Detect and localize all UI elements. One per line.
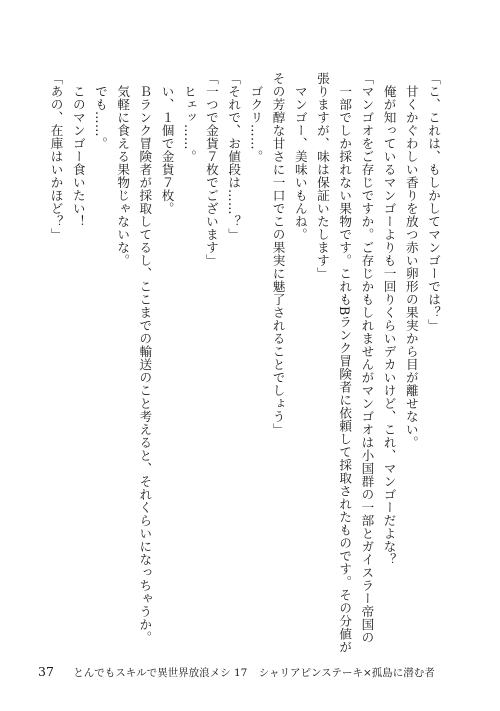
page-number: 37 xyxy=(38,664,54,679)
text-line: 俺が知っているマンゴーよりも一回りくらいデカいけど、これ、マンゴーだよな？ xyxy=(381,84,397,566)
text-line: 「こ、これは、もしかしてマンゴーでは？」 xyxy=(426,72,441,332)
text-line: 甘くかぐわしい香りを放つ赤い卵形の果実から目が離せない。 xyxy=(403,84,419,449)
text-line: その芳醇な甘さに一口でこの果実に魅了されることでしょう」 xyxy=(270,72,286,436)
text-line: 張りますが、味は保証いたします」 xyxy=(314,72,330,280)
page-footer xyxy=(38,664,435,680)
text-line: 気軽に食える果物じゃないな。 xyxy=(115,84,131,267)
book-title: とんでもスキルで異世界放浪メシ 17 xyxy=(73,667,248,679)
text-line: ゴクリ……。 xyxy=(248,84,264,163)
text-line: 「あの、在庫はいかほど？」 xyxy=(48,72,64,241)
text-line: 一部でしか採れない果物です。これもBランク冒険者に依頼して採取されたものです。その分値が xyxy=(337,84,353,654)
text-line: マンゴー、美味いもんね。 xyxy=(292,84,308,241)
text-line: Ｂランク冒険者が採取してるし、ここまでの輸送のこと考えると、それくらいになっちゃうか。 xyxy=(137,84,153,644)
text-line: 「マンゴオをご存じですか。ご存じかもしれませんがマンゴオは小国群の一部とガイスラー帝国の xyxy=(359,72,375,644)
text-line: 「それで、お値段は……？」 xyxy=(226,72,242,241)
text-line: い、１個で金貨７枚。 xyxy=(159,84,175,215)
text-line: このマンゴー食いたい！ xyxy=(70,84,86,228)
text-line: でも……。 xyxy=(92,84,108,150)
text-line: ヒェッ……。 xyxy=(181,84,197,163)
vertical-text-body xyxy=(44,72,444,652)
chapter-title: シャリアピンステーキ×孤島に潜む者 xyxy=(258,667,435,679)
text-line: 「一つで金貨７枚でございます」 xyxy=(203,72,219,267)
